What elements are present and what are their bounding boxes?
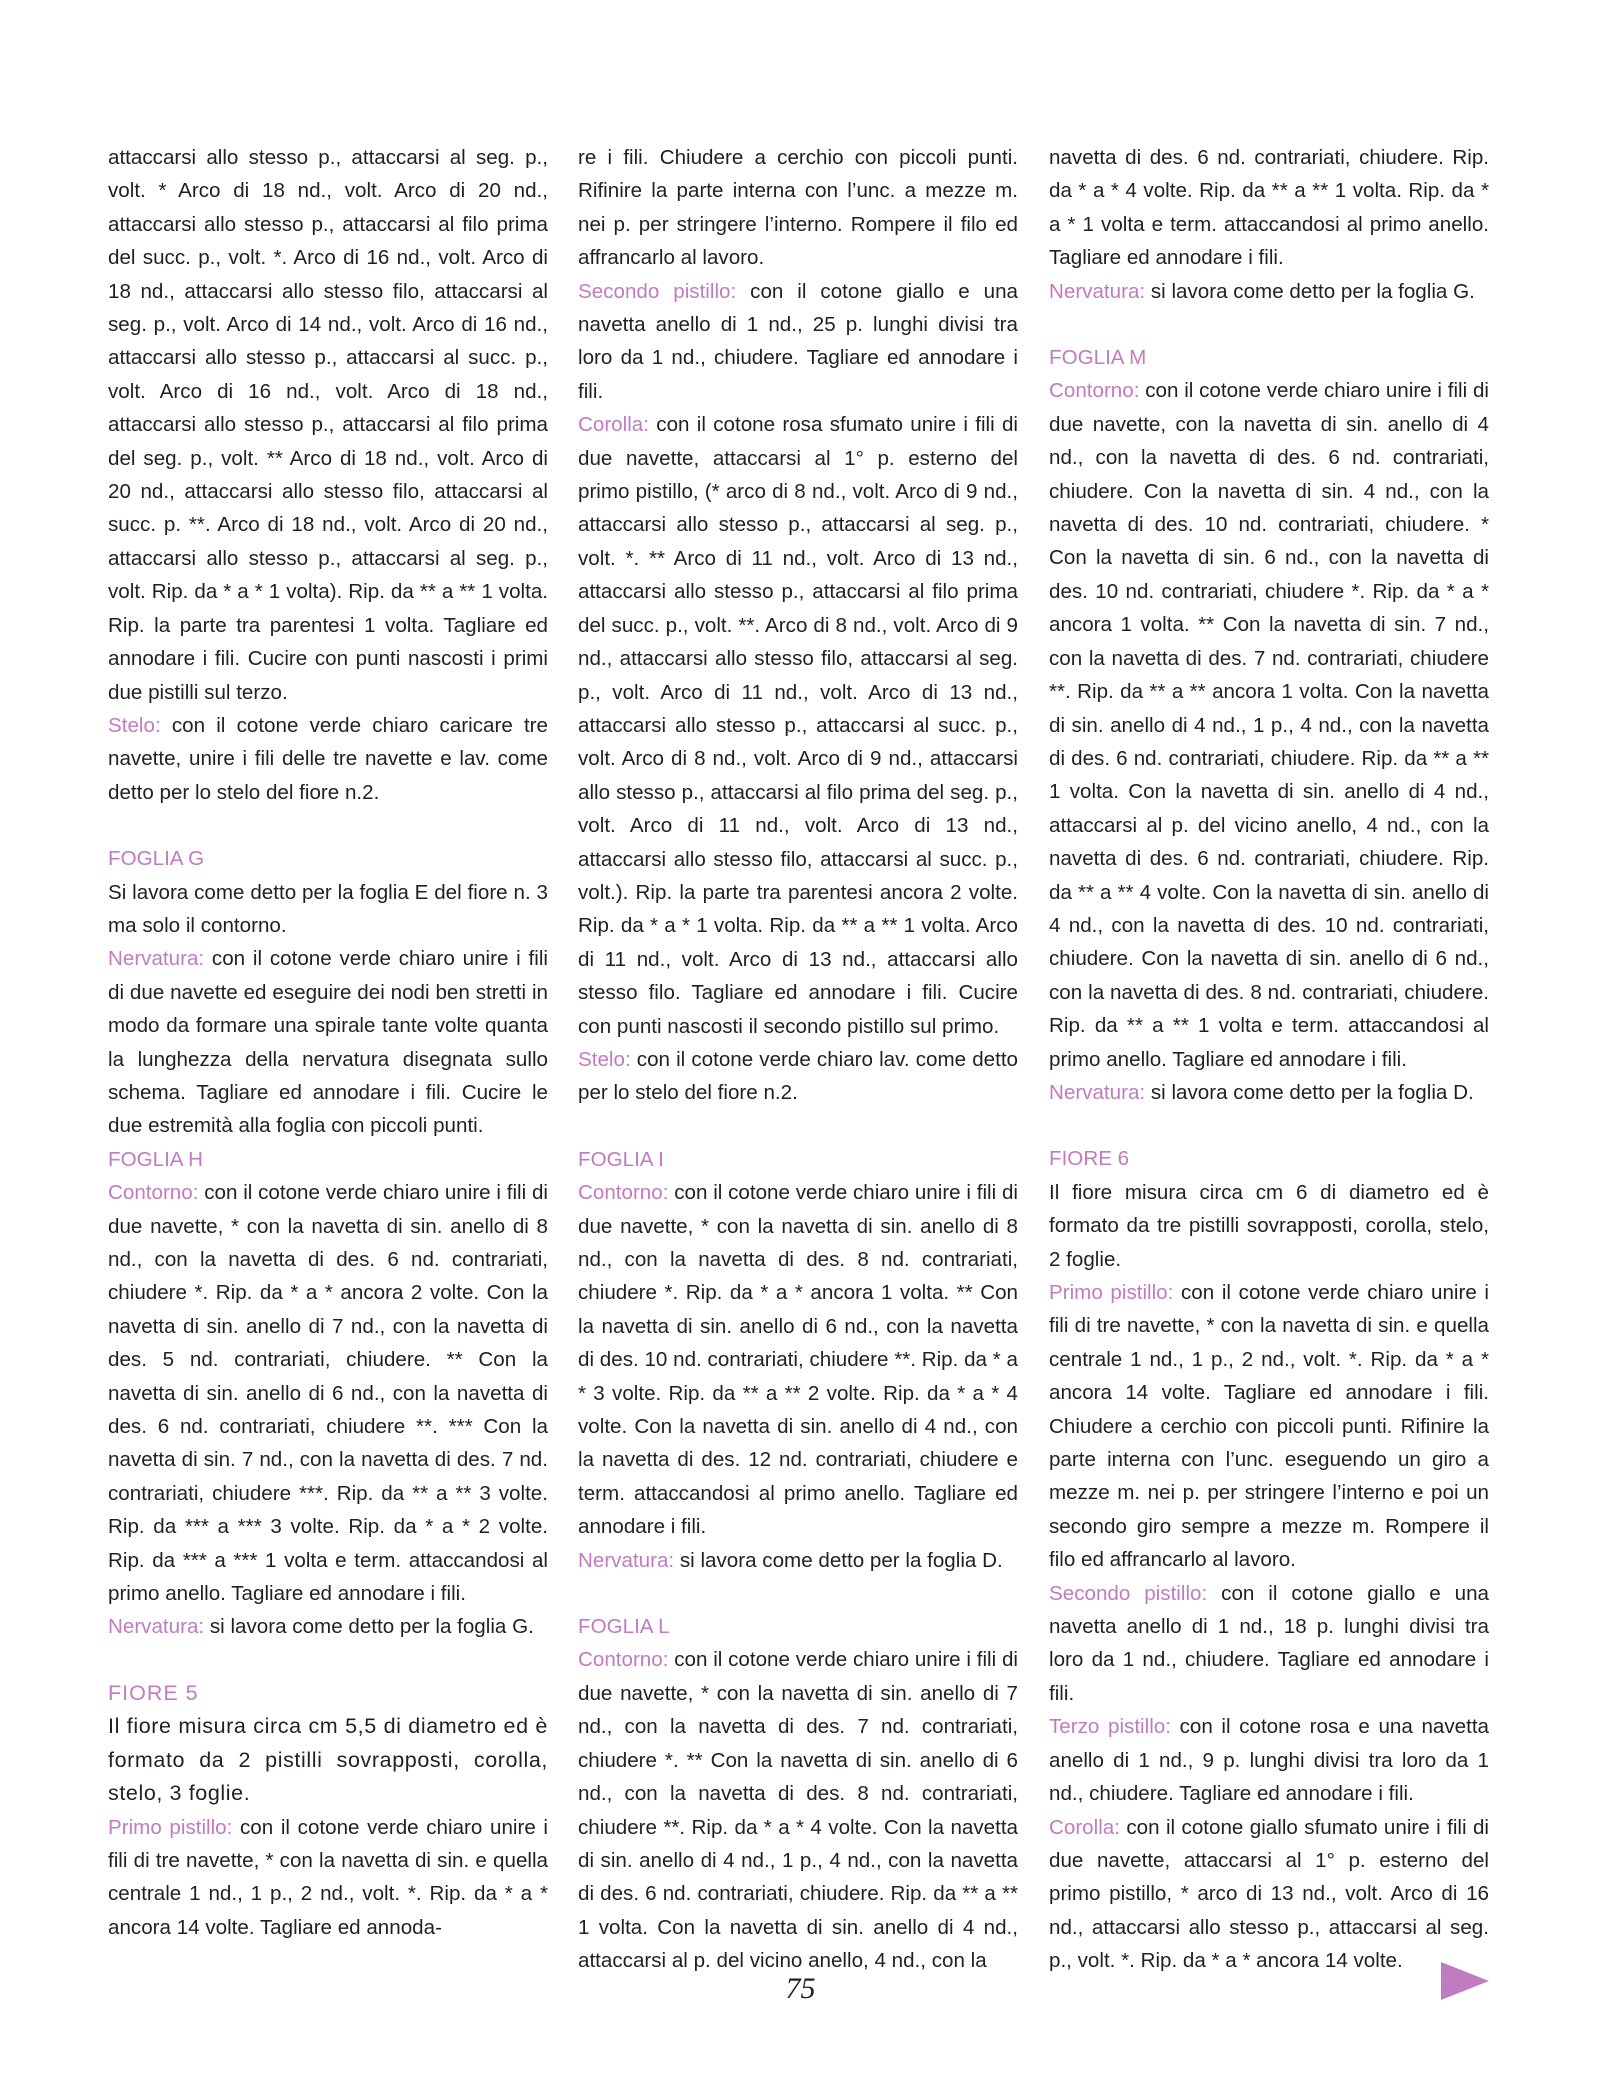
heading-fiore-5: FIORE 5 xyxy=(108,1680,199,1705)
heading-foglia-l: FOGLIA L xyxy=(578,1615,670,1639)
label-nervatura: Nervatura: xyxy=(1049,279,1146,303)
column-middle xyxy=(578,141,1018,1978)
label-nervatura: Nervatura: xyxy=(108,1615,205,1639)
paragraph-nervatura xyxy=(1049,275,1489,308)
paragraph-foglia-g: Si lavora come detto per la foglia E del fiore n. 3 ma solo il contorno. xyxy=(108,880,548,937)
text-corolla: con il cotone rosa sfumato unire i fili di due navette, attaccarsi al 1° p. esterno del primo pistillo, (* arco di 8 nd., volt. Arco di 9 nd., attaccarsi allo stesso p., attaccarsi al seg. p., volt. *. ** Arco di 11 nd., volt. Arco di 13 nd., attaccarsi allo stesso p., attaccarsi al filo prima del succ. p., volt. **. Arco di 8 nd., volt. Arco di 9 nd., attaccarsi allo stesso filo, attaccarsi al seg. p., volt. Arco di 11 nd., volt. Arco di 13 nd., attaccarsi allo stesso p., attaccarsi al succ. p., volt. Arco di 8 nd., volt. Arco di 9 nd., attaccarsi allo stesso p., attaccarsi al filo prima del seg. p., volt. Arco di 11 nd., volt. Arco di 13 nd., attaccarsi allo stesso filo, attaccarsi al succ. p., volt.). Rip. la parte tra parentesi ancora 2 volte. Rip. da * a * 1 volta. Rip. da ** a ** 1 volta. Arco di 11 nd., volt. Arco di 13 nd., attaccarsi allo stesso filo. Tagliare ed annodare i fili. Cucire con punti nascosti il secondo pistillo sul primo. xyxy=(578,413,1018,1038)
heading-foglia-i: FOGLIA I xyxy=(578,1147,664,1171)
paragraph-contorno xyxy=(578,1643,1018,1977)
paragraph: re i fili. Chiudere a cerchio con piccoli punti. Rifinire la parte interna con l’unc. a mezze m. nei p. per stringere l’interno. Rompere il filo ed affrancarlo al lavoro. xyxy=(578,146,1018,270)
paragraph-contorno xyxy=(578,1176,1018,1543)
text-contorno: con il cotone verde chiaro unire i fili di due navette, * con la navetta di sin. anello di 8 nd., con la navetta di des. 6 nd. contrariati, chiudere *. Rip. da * a * ancora 2 volte. Con la navetta di sin. anello di 7 nd., con la navetta di des. 5 nd. contrariati, chiudere. ** Con la navetta di sin. anello di 6 nd., con la navetta di des. 6 nd. contrariati, chiudere **. *** Con la navetta di sin. 7 nd., con la navetta di des. 7 nd. contrariati, chiudere ***. Rip. da ** a ** 3 volte. Rip. da *** a *** 3 volte. Rip. da * a * 2 volte. Rip. da *** a *** 1 volta e term. attaccandosi al primo anello. Tagliare ed annodare i fili. xyxy=(108,1181,548,1606)
heading-fiore-6: FIORE 6 xyxy=(1049,1147,1130,1171)
label-nervatura: Nervatura: xyxy=(1049,1080,1146,1104)
column-left xyxy=(108,141,548,1944)
paragraph-nervatura xyxy=(578,1544,1018,1577)
paragraph-fiore-6: Il fiore misura circa cm 6 di diametro ed è formato da tre pistilli sovrapposti, corolla, stelo, 2 foglie. xyxy=(1049,1180,1489,1271)
label-primo-pistillo: Primo pistillo: xyxy=(1049,1281,1174,1304)
label-terzo-pistillo: Terzo pistillo: xyxy=(1049,1715,1171,1739)
text-primo-pistillo: con il cotone verde chiaro unire i fili di tre navette, * con la navetta di sin. e quella centrale 1 nd., 1 p., 2 nd., volt. *. Rip. da * a * ancora 14 volte. Tagliare ed annoda- xyxy=(108,1815,548,1939)
paragraph-nervatura xyxy=(108,942,548,1142)
text-nervatura: si lavora come detto per la foglia G. xyxy=(1145,279,1475,303)
paragraph-fiore-5: Il fiore misura circa cm 5,5 di diametro ed è formato da 2 pistilli sovrapposti, corolla, stelo, 3 foglie. xyxy=(108,1714,548,1806)
text-nervatura: si lavora come detto per la foglia D. xyxy=(674,1548,1003,1572)
paragraph-contorno xyxy=(1049,374,1489,1076)
label-contorno: Contorno: xyxy=(1049,379,1140,403)
text-contorno: con il cotone verde chiaro unire i fili di due navette, * con la navetta di sin. anello di 8 nd., con la navetta di des. 8 nd. contrariati, chiudere *. Rip. da * a * ancora 1 volta. ** Con la navetta di sin. anello di 6 nd., con la navetta di des. 10 nd. contrariati, chiudere **. Rip. da * a * 3 volte. Rip. da ** a ** 2 volte. Rip. da * a * 4 volte. Con la navetta di sin. anello di 4 nd., con la navetta di des. 12 nd. contrariati, chiudere e term. attaccandosi al primo anello. Tagliare ed annodare i fili. xyxy=(578,1181,1018,1539)
paragraph-secondo-pistillo xyxy=(578,275,1018,409)
text-nervatura: si lavora come detto per la foglia G. xyxy=(204,1615,534,1639)
paragraph-nervatura xyxy=(1049,1076,1489,1109)
paragraph-terzo-pistillo xyxy=(1049,1710,1489,1810)
text-nervatura: si lavora come detto per la foglia D. xyxy=(1145,1080,1474,1104)
text-terzo-pistillo: con il cotone rosa e una navetta anello di 1 nd., 9 p. lunghi divisi tra loro da 1 nd., chiudere. Tagliare ed annodare i fili. xyxy=(1049,1715,1490,1806)
label-stelo: Stelo: xyxy=(578,1047,631,1071)
text-primo-pistillo: con il cotone verde chiaro unire i fili di tre navette, * con la navetta di sin. e quella centrale 1 nd., 1 p., 2 nd., volt. *. Rip. da * a * ancora 14 volte. Tagliare ed annodare i fili. Chiudere a cerchio con piccoli punti. Rifinire la parte interna con l’unc. eseguendo un giro a mezze m. nei p. per stringere l’interno e poi un secondo giro sempre a mezze m. Rompere il filo ed affrancarlo al lavoro. xyxy=(1049,1281,1489,1572)
paragraph: navetta di des. 6 nd. contrariati, chiudere. Rip. da * a * 4 volte. Rip. da ** a ** 1 volta. Rip. da * a * 1 volta e term. attaccandosi al primo anello. Tagliare ed annodare i fili. xyxy=(1049,146,1489,270)
paragraph-secondo-pistillo xyxy=(1049,1577,1489,1711)
text-secondo-pistillo: con il cotone giallo e una navetta anello di 1 nd., 25 p. lunghi divisi tra loro da 1 nd., chiudere. Tagliare ed annodare i fili. xyxy=(578,279,1018,403)
paragraph: attaccarsi allo stesso p., attaccarsi al seg. p., volt. * Arco di 18 nd., volt. Arco di 20 nd., attaccarsi allo stesso p., attaccarsi al filo prima del succ. p., volt. *. Arco di 16 nd., volt. Arco di 18 nd., attaccarsi allo stesso filo, attaccarsi al seg. p., volt. Arco di 14 nd., volt. Arco di 16 nd., attaccarsi allo stesso p., attaccarsi al succ. p., volt. Arco di 16 nd., volt. Arco di 18 nd., attaccarsi allo stesso p., attaccarsi al filo prima del seg. p., volt. ** Arco di 18 nd., volt. Arco di 20 nd., attaccarsi allo stesso filo, attaccarsi al succ. p. **. Arco di 18 nd., volt. Arco di 20 nd., attaccarsi allo stesso p., attaccarsi al seg. p., volt. Rip. da * a * 1 volta). Rip. da ** a ** 1 volta. Rip. la parte tra parentesi 1 volta. Tagliare ed annodare i fili. Cucire con punti nascosti i primi due pistilli sul terzo. xyxy=(108,146,548,704)
text-stelo: con il cotone verde chiaro caricare tre navette, unire i fili delle tre navette e lav. come detto per lo stelo del fiore n.2. xyxy=(108,713,548,804)
label-stelo: Stelo: xyxy=(108,713,161,737)
label-primo-pistillo: Primo pistillo: xyxy=(108,1815,233,1839)
label-contorno: Contorno: xyxy=(578,1648,669,1672)
label-contorno: Contorno: xyxy=(108,1181,199,1205)
page-number: 75 xyxy=(785,1972,816,2005)
heading-foglia-g: FOGLIA G xyxy=(108,847,205,871)
text-secondo-pistillo: con il cotone giallo e una navetta anello di 1 nd., 18 p. lunghi divisi tra loro da 1 nd., chiudere. Tagliare ed annodare i fili. xyxy=(1049,1581,1489,1705)
heading-foglia-m: FOGLIA M xyxy=(1049,346,1147,370)
text-corolla: con il cotone giallo sfumato unire i fili di due navette, attaccarsi al 1° p. esterno del primo pistillo, * arco di 13 nd., volt. Arco di 16 nd., attaccarsi allo stesso p., attaccarsi al seg. p., volt. *. Rip. da * a * ancora 14 volte. xyxy=(1049,1815,1489,1973)
paragraph-stelo xyxy=(108,709,548,809)
paragraph-stelo xyxy=(578,1043,1018,1110)
text-stelo: con il cotone verde chiaro lav. come detto per lo stelo del fiore n.2. xyxy=(578,1047,1018,1105)
label-corolla: Corolla: xyxy=(1049,1815,1120,1839)
paragraph-primo-pistillo xyxy=(108,1811,548,1945)
paragraph-nervatura xyxy=(108,1610,548,1643)
paragraph-corolla xyxy=(1049,1811,1489,1978)
label-nervatura: Nervatura: xyxy=(108,947,205,971)
paragraph-contorno xyxy=(108,1176,548,1610)
heading-foglia-h: FOGLIA H xyxy=(108,1147,203,1171)
text-contorno: con il cotone verde chiaro unire i fili di due navette, con la navetta di sin. anello di 4 nd., con la navetta di des. 6 nd. contrariati, chiudere. Con la navetta di sin. 4 nd., con la navetta di des. 10 nd. contrariati, chiudere. * Con la navetta di sin. 6 nd., con la navetta di des. 10 nd. contrariati, chiudere *. Rip. da * a * ancora 1 volta. ** Con la navetta di sin. 7 nd., con la navetta di des. 7 nd. contrariati, chiudere **. Rip. da ** a ** ancora 1 volta. Con la navetta di sin. anello di 4 nd., 1 p., 4 nd., con la navetta di des. 6 nd. contrariati, chiudere. Rip. da ** a ** 1 volta. Con la navetta di sin. anello di 4 nd., attaccarsi al p. del vicino anello, 4 nd., con la navetta di des. 6 nd. contrariati, chiudere. Rip. da ** a ** 4 volte. Con la navetta di sin. anello di 4 nd., con la navetta di des. 10 nd. contrariati, chiudere. Con la navetta di sin. anello di 6 nd., con la navetta di des. 8 nd. contrariati, chiudere. Rip. da ** a ** 1 volta e term. attaccandosi al primo anello. Tagliare ed annodare i fili. xyxy=(1049,379,1489,1071)
label-nervatura: Nervatura: xyxy=(578,1548,675,1572)
text-contorno: con il cotone verde chiaro unire i fili di due navette, * con la navetta di sin. anello di 7 nd., con la navetta di des. 7 nd. contrariati, chiudere *. ** Con la navetta di sin. anello di 6 nd., con la navetta di des. 8 nd. contrariati, chiudere **. Rip. da * a * 4 volte. Con la navetta di sin. anello di 4 nd., 1 p., 4 nd., con la navetta di des. 6 nd. contrariati, chiudere. Rip. da ** a ** 1 volta. Con la navetta di sin. anello di 4 nd., attaccarsi al p. del vicino anello, 4 nd., con la xyxy=(578,1648,1018,1973)
label-secondo-pistillo: Secondo pistillo: xyxy=(578,279,737,303)
column-right xyxy=(1049,141,1489,1978)
label-contorno: Contorno: xyxy=(578,1181,669,1205)
paragraph-primo-pistillo xyxy=(1049,1276,1489,1577)
text-nervatura: con il cotone verde chiaro unire i fili di due navette ed eseguire dei nodi ben stretti in modo da formare una spirale tante volte quanta la lunghezza della nervatura disegnata sullo schema. Tagliare ed annodare i fili. Cucire le due estremità alla foglia con piccoli punti. xyxy=(108,947,548,1138)
paragraph-corolla xyxy=(578,408,1018,1043)
next-page-arrow-icon[interactable] xyxy=(1441,1962,1489,2000)
label-corolla: Corolla: xyxy=(578,413,649,437)
label-secondo-pistillo: Secondo pistillo: xyxy=(1049,1581,1208,1605)
